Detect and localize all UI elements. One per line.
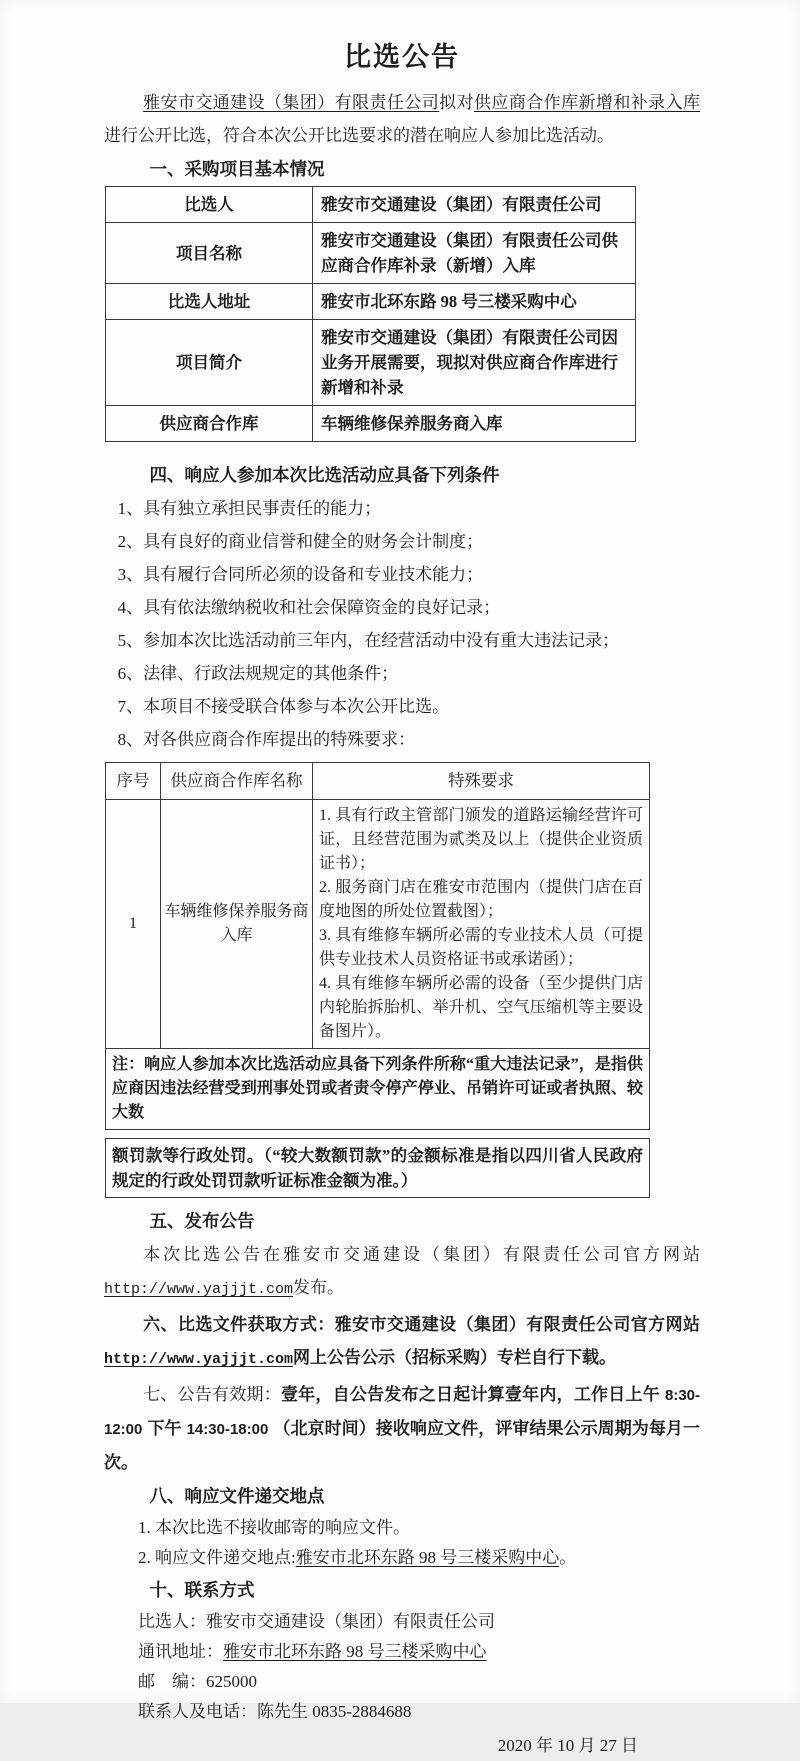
row-label: 项目名称 bbox=[106, 223, 313, 284]
requirement-item-3: 3. 具有维修车辆所必需的专业技术人员（可提供专业技术人员资格证书或承诺函）； bbox=[319, 927, 643, 968]
table-row bbox=[106, 223, 636, 284]
obtain-text: 六、比选文件获取方式：雅安市交通建设（集团）有限责任公司官方网站 bbox=[143, 1315, 700, 1334]
row-label: 比选人地址 bbox=[106, 284, 313, 320]
condition-item-2: 2、具有良好的商业信誉和健全的财务会计制度； bbox=[117, 532, 484, 551]
table-row bbox=[106, 187, 636, 223]
section-conditions-heading: 四、响应人参加本次比选活动应具备下列条件 bbox=[149, 465, 500, 485]
condition-item-3: 3、具有履行合同所必须的设备和专业技术能力； bbox=[117, 565, 484, 584]
cell-library-name: 车辆维修保养服务商入库 bbox=[161, 800, 313, 1049]
note-part-2: 额罚款等行政处罚。（“较大数额罚款”的金额标准是指以四川省人民政府规定的行政处罚罚款听证标准金额为准。） bbox=[105, 1138, 650, 1198]
requirement-item-4: 4. 具有维修车辆所必需的设备（至少提供门店内轮胎拆胎机、举升机、空气压缩机等主要设备图片）。 bbox=[319, 975, 643, 1040]
condition-item-6: 6、法律、行政法规规定的其他条件； bbox=[117, 664, 399, 683]
obtain-website-url: http://www.yajjjt.com bbox=[104, 1351, 294, 1368]
table-row bbox=[106, 320, 636, 406]
contact-zip-line: 邮 编：625000 bbox=[138, 1672, 257, 1691]
contact-address-line bbox=[104, 1637, 700, 1667]
section-contact-heading: 十、联系方式 bbox=[149, 1580, 255, 1600]
special-requirements-table bbox=[105, 762, 650, 1130]
section-delivery-heading: 八、响应文件递交地点 bbox=[149, 1486, 325, 1506]
contact-phone-line: 联系人及电话：陈先生 0835-2884688 bbox=[138, 1702, 412, 1721]
row-value: 车辆维修保养服务商入库 bbox=[313, 406, 636, 442]
row-value: 雅安市北环东路 98 号三楼采购中心 bbox=[313, 284, 636, 320]
publish-text: 本次比选公告在雅安市交通建设（集团）有限责任公司官方网站 bbox=[143, 1245, 700, 1264]
header-special-requirements: 特殊要求 bbox=[313, 763, 650, 800]
publish-paragraph bbox=[104, 1238, 700, 1306]
contact-bidder-label: 比选人： bbox=[138, 1612, 206, 1631]
requirement-item-1: 1. 具有行政主管部门颁发的道路运输经营许可证，且经营范围为贰类及以上（提供企业资质证书）； bbox=[319, 807, 643, 872]
delivery-item-2 bbox=[104, 1543, 700, 1573]
validity-paragraph bbox=[104, 1378, 700, 1479]
validity-text: 壹年，自公告发布之日起计算壹年内，工作日上午 bbox=[280, 1385, 660, 1404]
row-label: 项目简介 bbox=[106, 320, 313, 406]
publish-text-tail: 发布。 bbox=[293, 1278, 345, 1297]
table-header-row bbox=[106, 763, 650, 800]
validity-text-tail: （北京时间）接收响应文件，评审结果公示周期为每月一次。 bbox=[104, 1419, 700, 1472]
cell-seq: 1 bbox=[106, 800, 161, 1049]
header-seq: 序号 bbox=[106, 763, 161, 800]
table-row bbox=[106, 284, 636, 320]
validity-afternoon-hours: 14:30-18:00 bbox=[186, 1421, 269, 1438]
delivery-item-1: 1. 本次比选不接收邮寄的响应文件。 bbox=[138, 1518, 410, 1537]
publish-website-url: http://www.yajjjt.com bbox=[104, 1281, 294, 1298]
condition-item-7: 7、本项目不接受联合体参与本次公开比选。 bbox=[117, 697, 450, 716]
validity-label: 七、公告有效期： bbox=[143, 1385, 281, 1404]
section-basic-info-heading: 一、采购项目基本情况 bbox=[149, 159, 325, 179]
delivery-address: 雅安市北环东路 98 号三楼采购中心 bbox=[295, 1548, 560, 1567]
condition-item-1: 1、具有独立承担民事责任的能力； bbox=[117, 499, 382, 518]
obtain-text-tail: 网上公告公示（招标采购）专栏自行下载。 bbox=[293, 1348, 617, 1367]
row-value: 雅安市交通建设（集团）有限责任公司因业务开展需要，现拟对供应商合作库进行新增和补录 bbox=[313, 320, 636, 406]
intro-text: 拟对 bbox=[439, 93, 475, 112]
document-date: 2020 年 10 月 27 日 bbox=[497, 1736, 638, 1755]
contact-address-value: 雅安市北环东路 98 号三楼采购中心 bbox=[223, 1642, 487, 1661]
intro-scope-text: 供应商合作库新增和补录入库 bbox=[474, 93, 701, 112]
intro-paragraph bbox=[104, 86, 700, 152]
row-label: 供应商合作库 bbox=[106, 406, 313, 442]
intro-text-tail: 进行公开比选，符合本次公开比选要求的潜在响应人参加比选活动。 bbox=[104, 126, 614, 145]
section-publish-heading: 五、发布公告 bbox=[149, 1211, 255, 1231]
requirement-item-2: 2. 服务商门店在雅安市范围内（提供门店在百度地图的所处位置截图）； bbox=[319, 879, 643, 920]
contact-bidder-value: 雅安市交通建设（集团）有限责任公司 bbox=[206, 1612, 495, 1631]
condition-item-4: 4、具有依法缴纳税收和社会保障资金的良好记录； bbox=[117, 598, 501, 617]
delivery-item-2-label: 2. 响应文件递交地点: bbox=[138, 1548, 296, 1567]
page-title: 比选公告 bbox=[344, 42, 460, 72]
intro-company-name: 雅安市交通建设（集团）有限责任公司 bbox=[143, 93, 440, 112]
basic-info-table bbox=[105, 186, 636, 442]
delivery-item-2-tail: 。 bbox=[559, 1548, 577, 1567]
contact-address-label: 通讯地址： bbox=[138, 1642, 223, 1661]
row-label: 比选人 bbox=[106, 187, 313, 223]
row-value: 雅安市交通建设（集团）有限责任公司 bbox=[313, 187, 636, 223]
condition-item-8: 8、对各供应商合作库提出的特殊要求： bbox=[117, 730, 416, 749]
note-part-1: 注：响应人参加本次比选活动应具备下列条件所称“重大违法记录”，是指供应商因违法经营受到刑事处罚或者责令停产停业、吊销许可证或者执照、较大数 bbox=[106, 1049, 650, 1130]
row-value: 雅安市交通建设（集团）有限责任公司供应商合作库补录（新增）入库 bbox=[313, 223, 636, 284]
table-row bbox=[106, 800, 650, 1049]
contact-bidder-line bbox=[104, 1607, 700, 1637]
condition-item-5: 5、参加本次比选活动前三年内，在经营活动中没有重大违法记录； bbox=[117, 631, 620, 650]
table-row bbox=[106, 406, 636, 442]
validity-afternoon-label: 下午 bbox=[147, 1419, 182, 1438]
obtain-paragraph bbox=[104, 1308, 700, 1376]
validity-morning-hours: 8:30-12:00 bbox=[104, 1387, 701, 1438]
header-library-name: 供应商合作库名称 bbox=[161, 763, 313, 800]
table-note-row bbox=[106, 1049, 650, 1130]
cell-requirements bbox=[313, 800, 650, 1049]
